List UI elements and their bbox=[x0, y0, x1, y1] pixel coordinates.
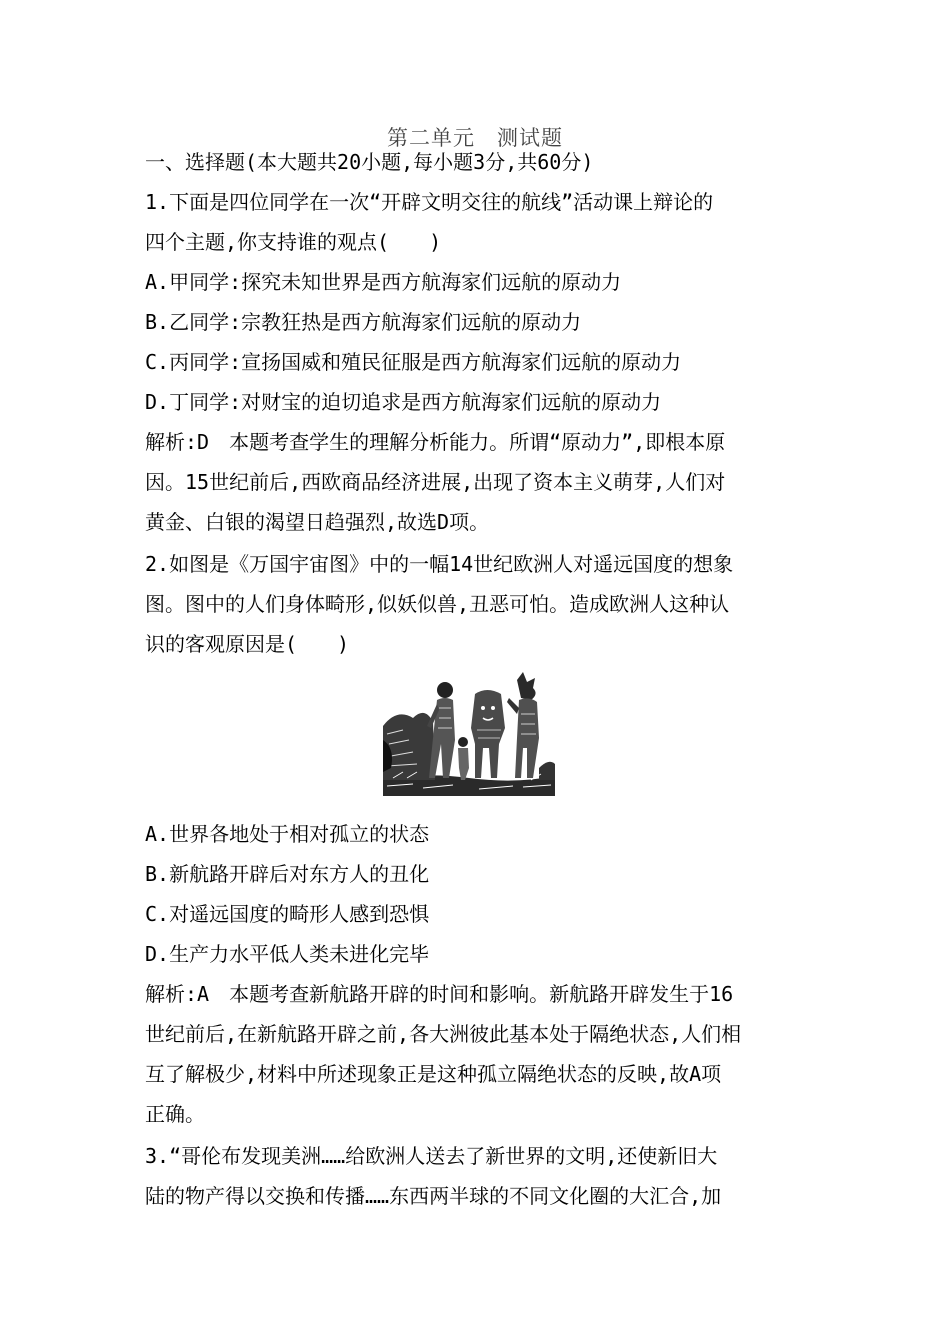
q1-stem-line-2: 四个主题,你支持谁的观点( ) bbox=[145, 230, 442, 254]
q2-analysis-line-1: 解析:A 本题考查新航路开辟的时间和影响。新航路开辟发生于16 bbox=[145, 982, 734, 1006]
q1-analysis-line-2: 因。15世纪前后,西欧商品经济进展,出现了资本主义萌芽,人们对 bbox=[145, 470, 726, 494]
q1-analysis-line-1: 解析:D 本题考查学生的理解分析能力。所谓“原动力”,即根本原 bbox=[145, 430, 726, 454]
q1-analysis-line-3: 黄金、白银的渴望日趋强烈,故选D项。 bbox=[145, 510, 490, 534]
q1-stem-line-1: 1.下面是四位同学在一次“开辟文明交往的航线”活动课上辩论的 bbox=[145, 190, 714, 214]
q2-option-c: C.对遥远国度的畸形人感到恐惧 bbox=[145, 902, 430, 926]
q1-option-b: B.乙同学:宗教狂热是西方航海家们远航的原动力 bbox=[145, 310, 582, 334]
woodcut-illustration bbox=[383, 668, 555, 796]
q2-stem-line-2: 图。图中的人们身体畸形,似妖似兽,丑恶可怕。造成欧洲人这种认 bbox=[145, 592, 730, 616]
q2-option-b: B.新航路开辟后对东方人的丑化 bbox=[145, 862, 430, 886]
q2-option-a: A.世界各地处于相对孤立的状态 bbox=[145, 822, 430, 846]
q1-option-c: C.丙同学:宣扬国威和殖民征服是西方航海家们远航的原动力 bbox=[145, 350, 682, 374]
q2-stem-line-1: 2.如图是《万国宇宙图》中的一幅14世纪欧洲人对遥远国度的想象 bbox=[145, 552, 734, 576]
q2-stem-line-3: 识的客观原因是( ) bbox=[145, 632, 350, 656]
page-title: 第二单元 测试题 bbox=[387, 126, 563, 150]
q2-analysis-line-3: 互了解极少,材料中所述现象正是这种孤立隔绝状态的反映,故A项 bbox=[145, 1062, 722, 1086]
q2-option-d: D.生产力水平低人类未进化完毕 bbox=[145, 942, 430, 966]
q3-stem-line-1: 3.“哥伦布发现美洲……给欧洲人送去了新世界的文明,还使新旧大 bbox=[145, 1144, 718, 1168]
q1-option-a: A.甲同学:探究未知世界是西方航海家们远航的原动力 bbox=[145, 270, 622, 294]
q3-stem-line-2: 陆的物产得以交换和传播……东西两半球的不同文化圈的大汇合,加 bbox=[145, 1184, 722, 1208]
q2-analysis-line-2: 世纪前后,在新航路开辟之前,各大洲彼此基本处于隔绝状态,人们相 bbox=[145, 1022, 742, 1046]
q2-analysis-line-4: 正确。 bbox=[145, 1102, 205, 1126]
section-heading: 一、选择题(本大题共20小题,每小题3分,共60分) bbox=[145, 150, 594, 174]
q1-option-d: D.丁同学:对财宝的迫切追求是西方航海家们远航的原动力 bbox=[145, 390, 662, 414]
